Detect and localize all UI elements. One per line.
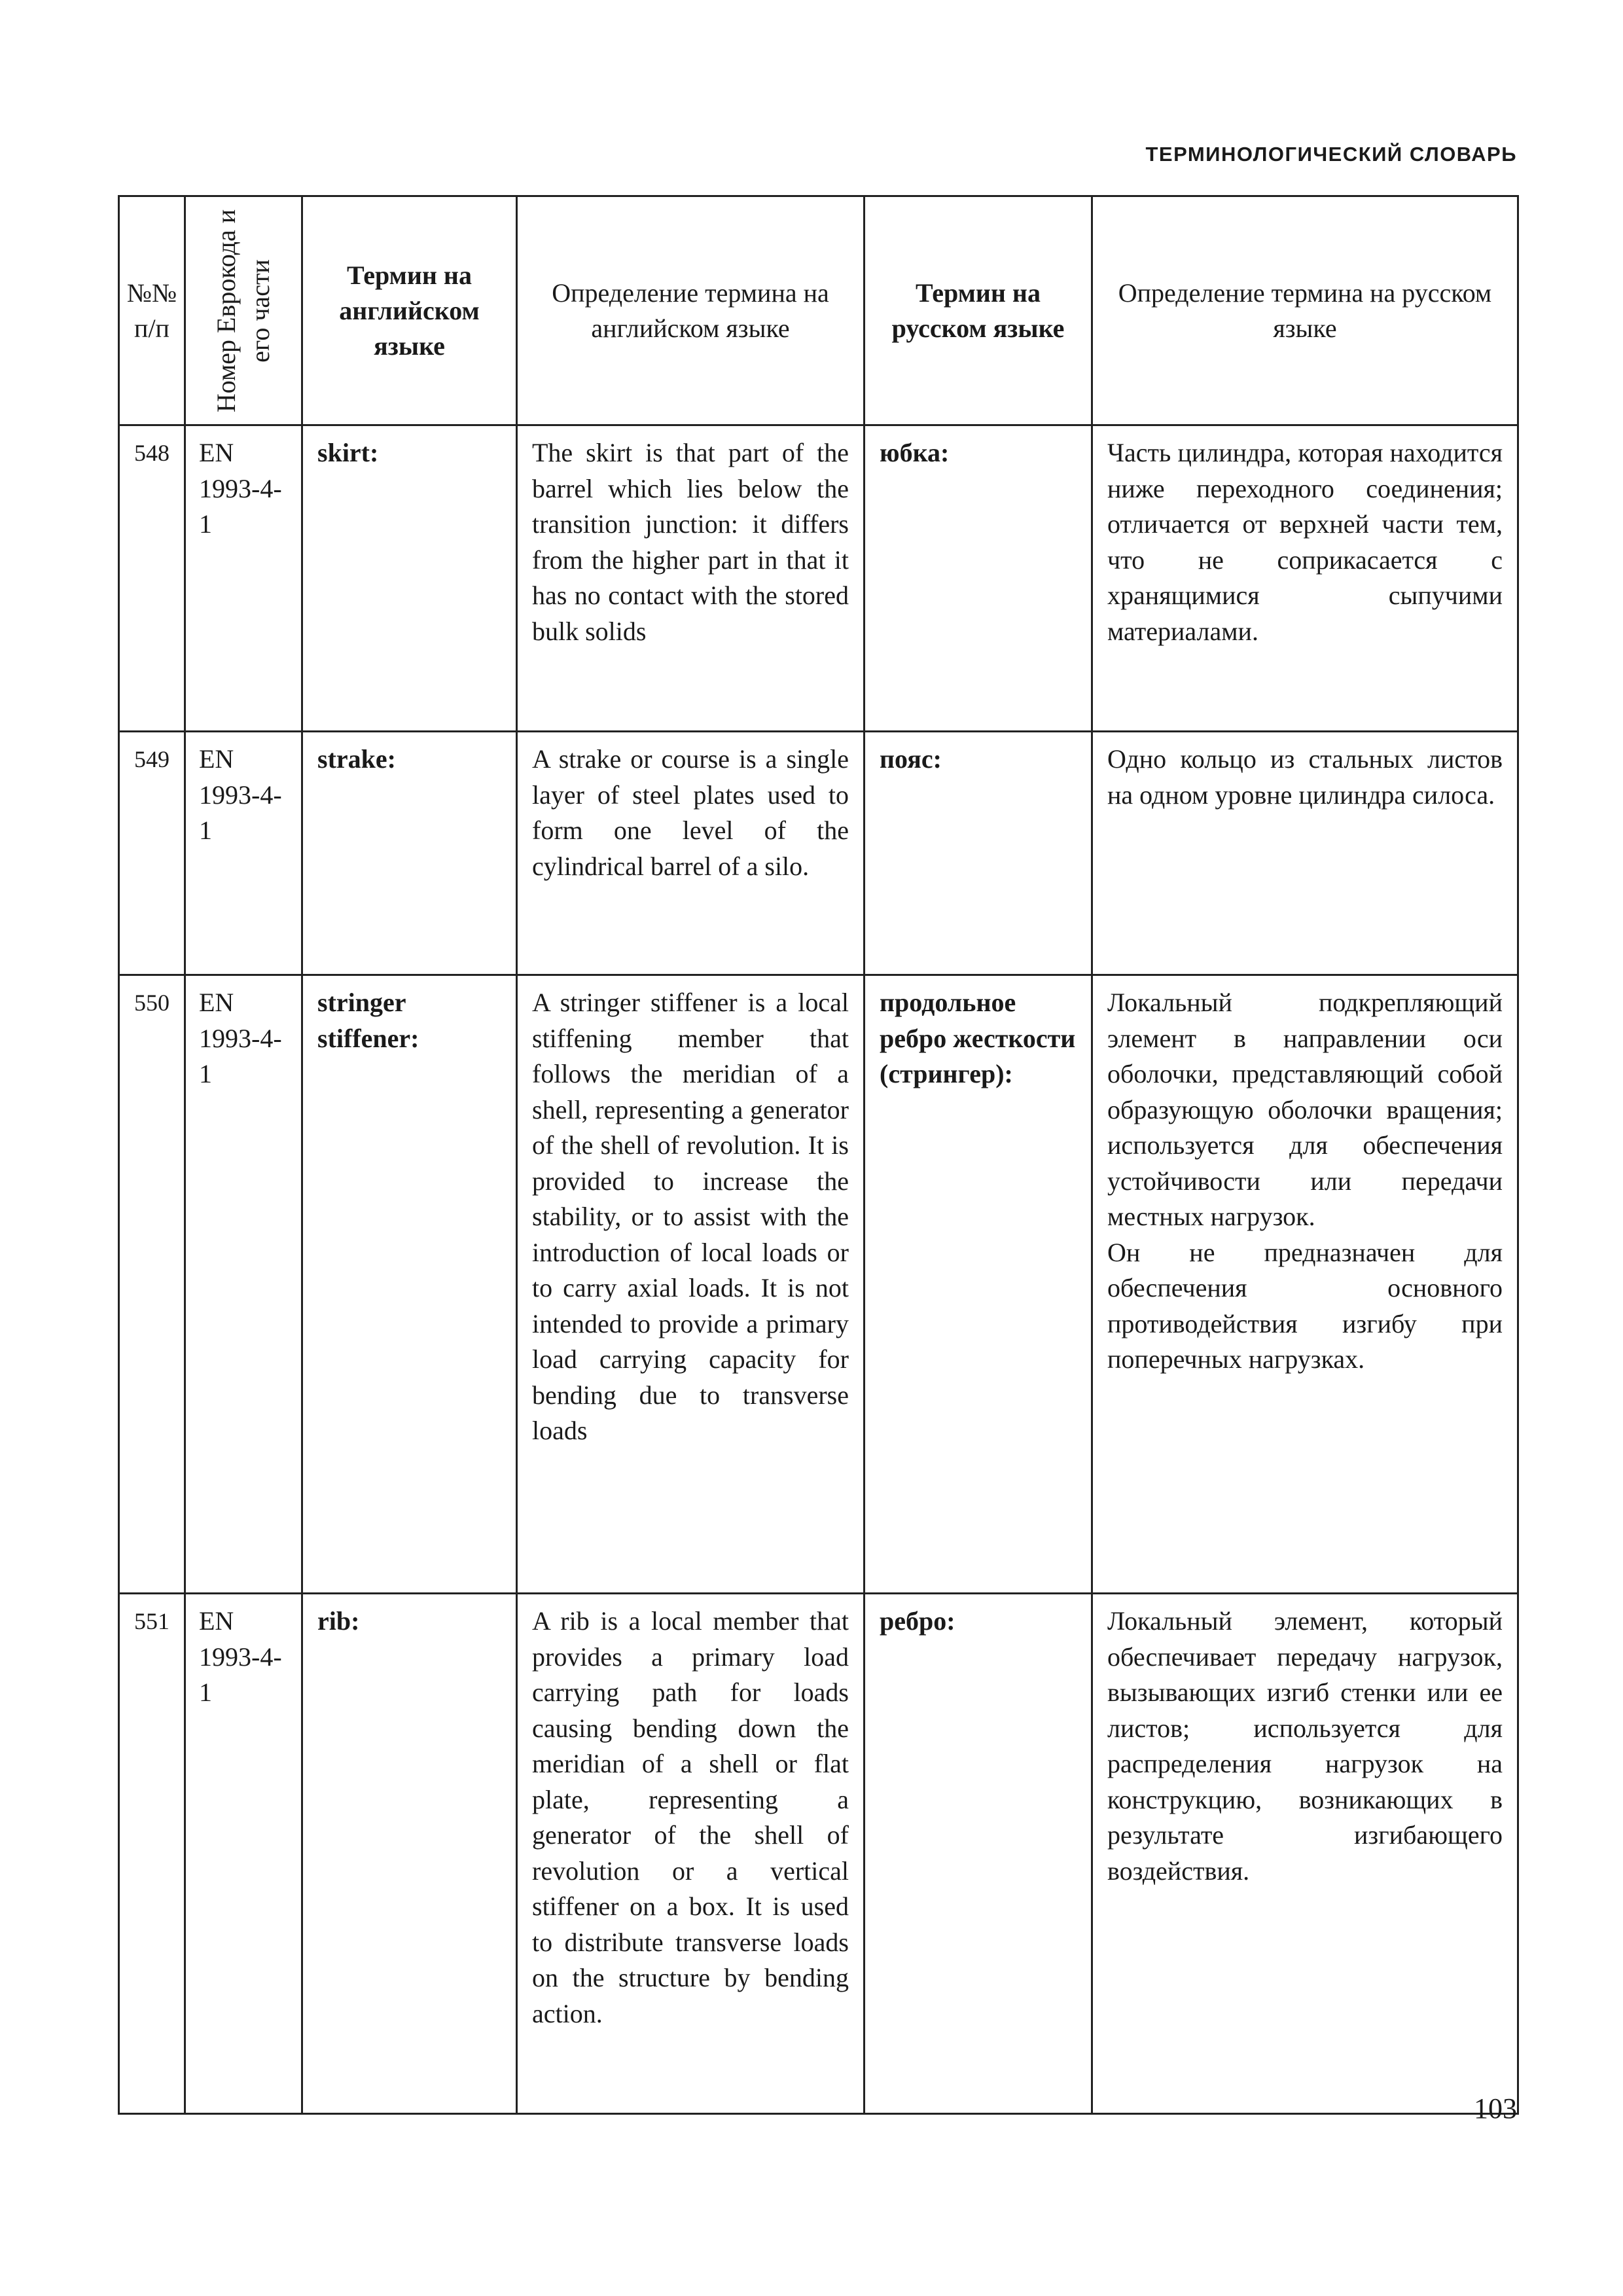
glossary-table	[118, 195, 1519, 2115]
ru-def-paragraph-2: Он не предназначен для обеспечения основного противодействия изгибу при поперечных нагрузках.	[1107, 1237, 1503, 1374]
running-head: ТЕРМИНОЛОГИЧЕСКИЙ СЛОВАРЬ	[1145, 143, 1517, 166]
row-en-term: strake:	[302, 732, 517, 975]
table-row	[119, 425, 1518, 732]
header-en-term: Термин на английском языке	[302, 196, 517, 425]
row-num: 551	[119, 1594, 185, 2114]
header-code-wrap	[188, 197, 298, 424]
table-row	[119, 732, 1518, 975]
table-row	[119, 1594, 1518, 2114]
row-num: 548	[119, 425, 185, 732]
row-ru-def: Часть цилиндра, которая находится ниже переходного соединения; отличается от верхней части тем, что не соприкасается с хранящимися сыпучими материалами.	[1092, 425, 1518, 732]
row-num: 550	[119, 975, 185, 1594]
row-en-def: The skirt is that part of the barrel which lies below the transition junction: it differs from the higher part in that it has no contact with the stored bulk solids	[517, 425, 865, 732]
row-en-term: rib:	[302, 1594, 517, 2114]
header-en-def: Определение термина на английском языке	[517, 196, 865, 425]
row-ru-term: пояс:	[865, 732, 1092, 975]
row-en-def: A strake or course is a single layer of steel plates used to form one level of the cylindrical barrel of a silo.	[517, 732, 865, 975]
row-en-term: skirt:	[302, 425, 517, 732]
row-num: 549	[119, 732, 185, 975]
ru-def-paragraph-1: Локальный подкрепляющий элемент в направлении оси оболочки, представляющий собой образующую оболочки вращения; используется для обеспечения устойчивости или передачи местных нагрузок.	[1107, 988, 1503, 1231]
row-ru-term: продольное ребро жесткости (стрингер):	[865, 975, 1092, 1594]
row-code: EN 1993-4-1	[185, 425, 302, 732]
row-ru-def	[1092, 975, 1518, 1594]
header-code-text: Номер Еврокода и его части	[211, 209, 275, 412]
row-ru-term: юбка:	[865, 425, 1092, 732]
row-ru-term: ребро:	[865, 1594, 1092, 2114]
header-code	[185, 196, 302, 425]
table-row	[119, 975, 1518, 1594]
page-number: 103	[1474, 2092, 1517, 2125]
header-ru-def: Определение термина на русском языке	[1092, 196, 1518, 425]
row-en-def: A stringer stiffener is a local stiffening member that follows the meridian of a shell, representing a generator of the shell of revolution. It is provided to increase the stability, or to assist with the introduction of local loads or to carry axial loads. It is not intended to provide a primary load carrying capacity for bending due to transverse loads	[517, 975, 865, 1594]
header-ru-term: Термин на русском языке	[865, 196, 1092, 425]
row-code: EN 1993-4-1	[185, 1594, 302, 2114]
row-code: EN 1993-4-1	[185, 732, 302, 975]
row-en-term: stringer stiffener:	[302, 975, 517, 1594]
row-ru-def: Локальный элемент, который обеспечивает передачу нагрузок, вызывающих изгиб стенки или ее листов; используется для распределения нагрузок на конструкцию, возникающих в результате изгибающего воздействия.	[1092, 1594, 1518, 2114]
row-en-def: A rib is a local member that provides a primary load carrying path for loads causing bending down the meridian of a shell or flat plate, representing a generator of the shell of revolution or a vertical stiffener on a box. It is used to distribute transverse loads on the structure by bending action.	[517, 1594, 865, 2114]
row-ru-def: Одно кольцо из стальных листов на одном уровне цилиндра силоса.	[1092, 732, 1518, 975]
table-header	[119, 196, 1518, 425]
header-num: №№ п/п	[119, 196, 185, 425]
row-code: EN 1993-4-1	[185, 975, 302, 1594]
header-row	[119, 196, 1518, 425]
